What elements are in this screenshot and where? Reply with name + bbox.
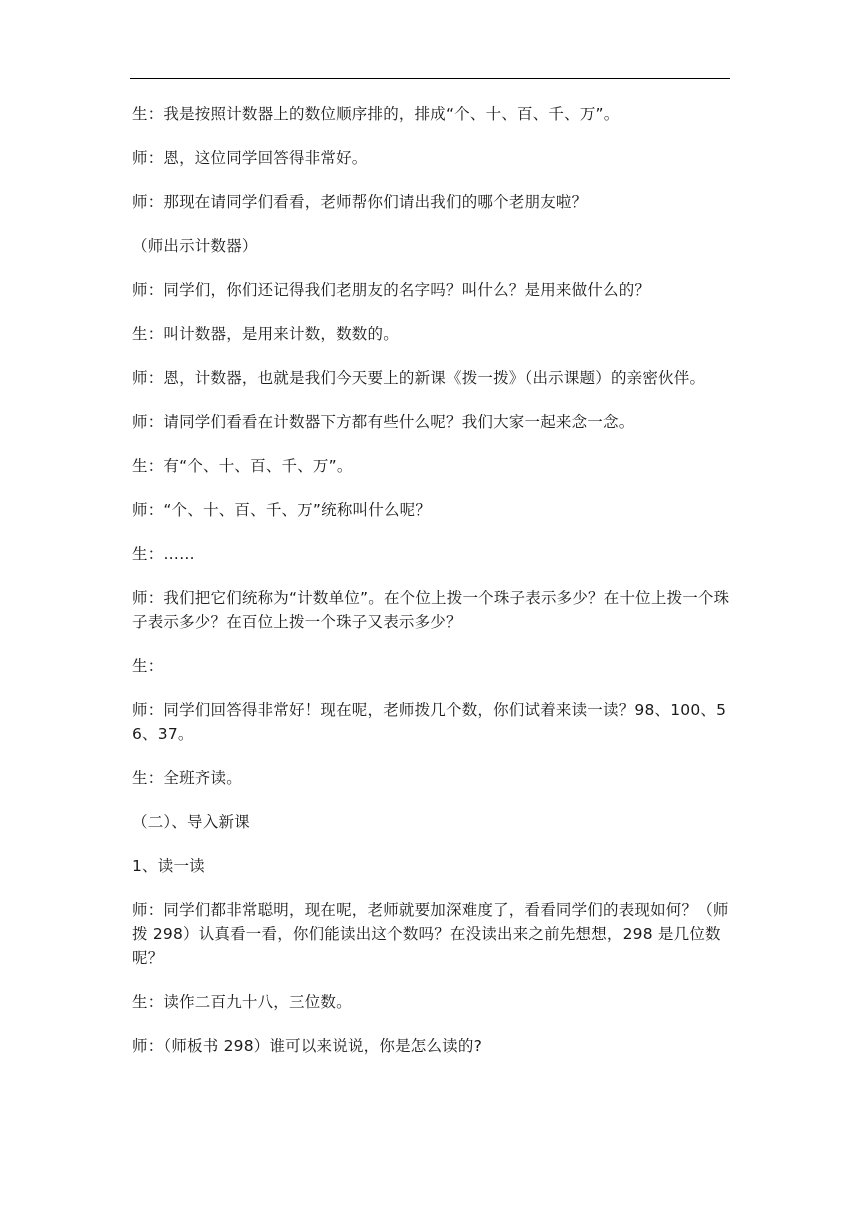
paragraph: 师：同学们，你们还记得我们老朋友的名字吗？叫什么？是用来做什么的？: [132, 281, 651, 299]
paragraph: 师：同学们回答得非常好！现在呢，老师拨几个数，你们试着来读一读？98、100、56、37。: [132, 701, 727, 743]
paragraph: 师：我们把它们统称为“计数单位”。在个位上拨一个珠子表示多少？在十位上拨一个珠子表示多少？在百位上拨一个珠子又表示多少？: [132, 589, 730, 631]
paragraph: 生：: [132, 657, 164, 675]
paragraph: 生：全班齐读。: [132, 769, 242, 787]
paragraph: 生：……: [132, 545, 195, 563]
document-body: [132, 102, 732, 1078]
paragraph: 生：读作二百九十八，三位数。: [132, 993, 352, 1011]
paragraph: 师：请同学们看看在计数器下方都有些什么呢？我们大家一起来念一念。: [132, 413, 635, 431]
subsection-heading: 1、读一读: [132, 857, 205, 875]
paragraph: 师：恩，计数器，也就是我们今天要上的新课《拨一拨》（出示课题）的亲密伙伴。: [132, 369, 706, 387]
paragraph: 师：同学们都非常聪明，现在呢，老师就要加深难度了，看看同学们的表现如何？（师拨 298）认真看一看，你们能读出这个数吗？在没读出来之前先想想，298 是几位数呢？: [132, 901, 729, 967]
section-heading: （二）、导入新课: [132, 813, 250, 831]
paragraph: 生：我是按照计数器上的数位顺序排的，排成“个、十、百、千、万”。: [132, 105, 620, 123]
paragraph: 生：有“个、十、百、千、万”。: [132, 457, 353, 475]
paragraph: 生：叫计数器，是用来计数，数数的。: [132, 325, 399, 343]
paragraph: 师：恩，这位同学回答得非常好。: [132, 149, 368, 167]
paragraph: 师：那现在请同学们看看，老师帮你们请出我们的哪个老朋友啦？: [132, 193, 588, 211]
paragraph: （师出示计数器）: [132, 237, 258, 255]
paragraph: 师：“个、十、百、千、万”统称叫什么呢？: [132, 501, 432, 519]
paragraph: 师：（师板书 298）谁可以来说说，你是怎么读的?: [132, 1037, 482, 1055]
header-rule: [130, 78, 730, 79]
